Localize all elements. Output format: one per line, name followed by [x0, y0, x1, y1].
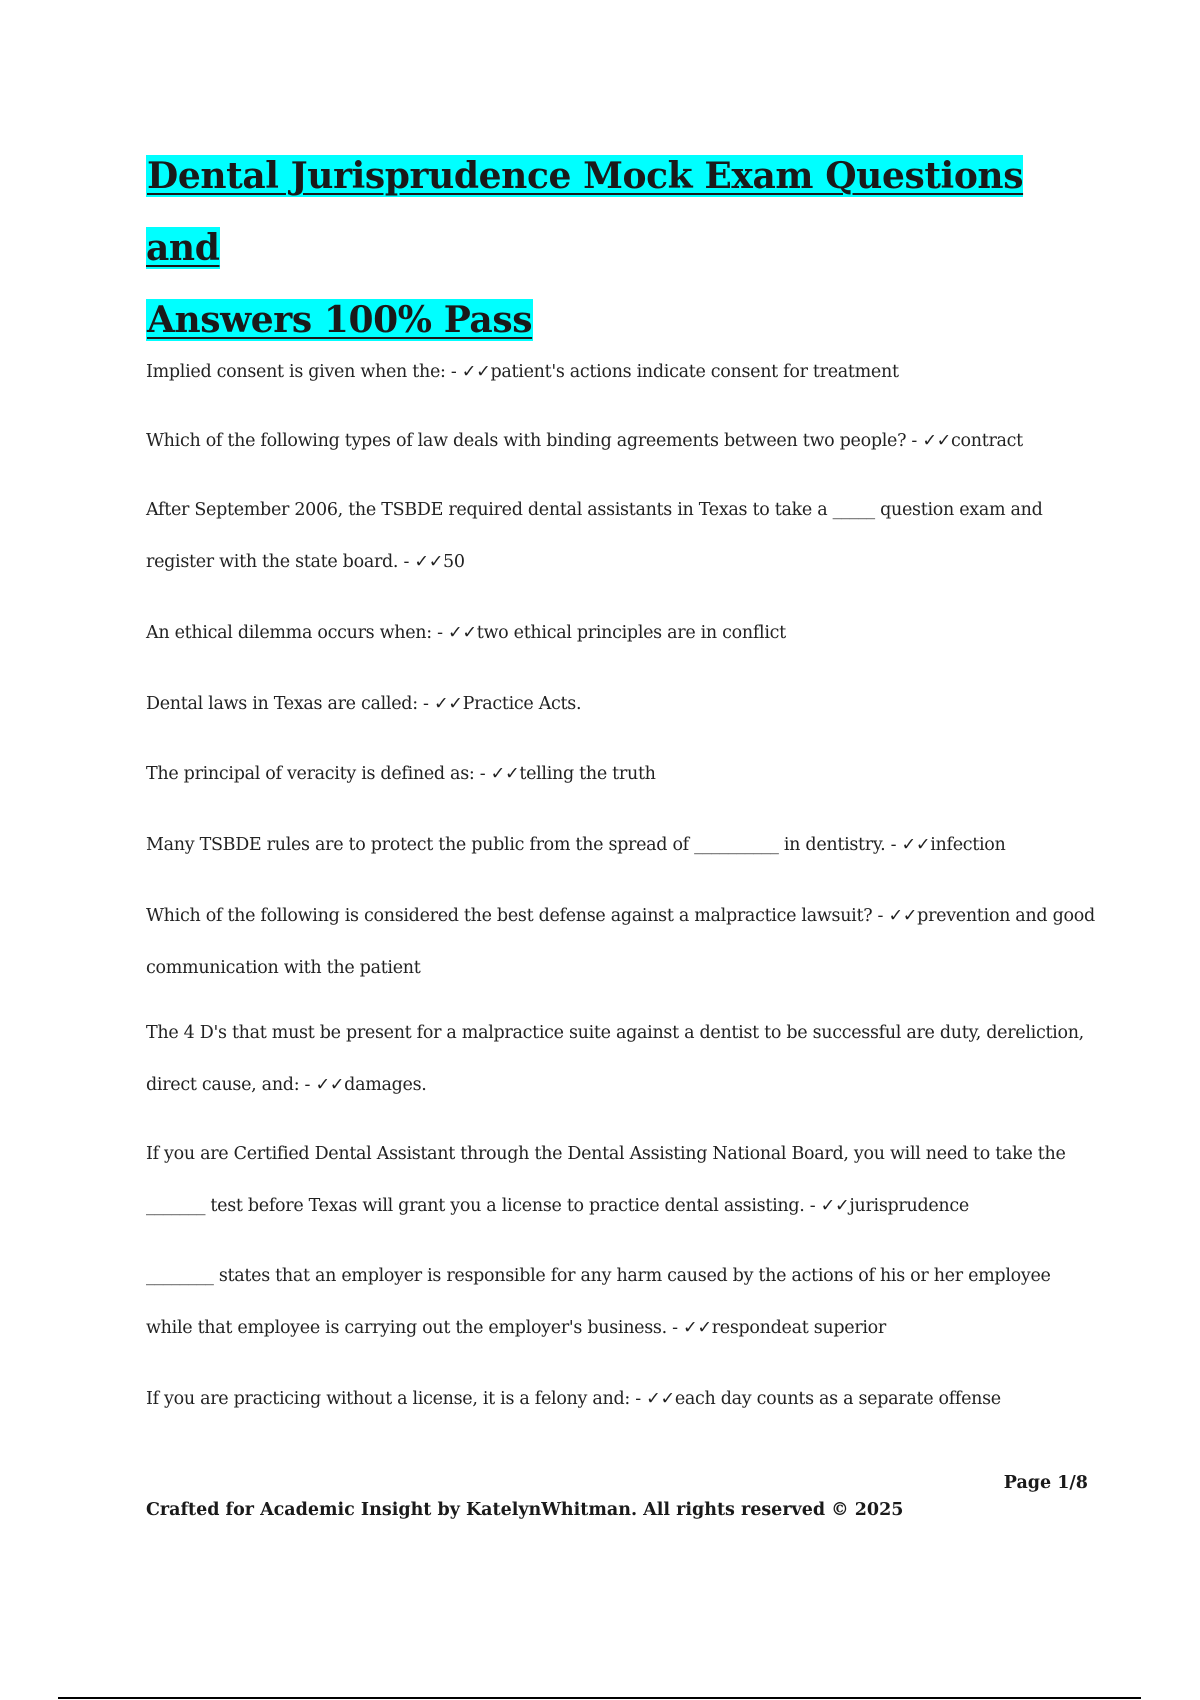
question-text: The 4 D's that must be present for a malpractice suite against a dentist to be successful are duty, dereliction, direct cause, and: - [146, 1023, 1084, 1095]
question-text: After September 2006, the TSBDE required dental assistants in Texas to take a _____ question exam and register with the state board. - [146, 500, 1043, 572]
title-line-2: Answers 100% Pass [147, 299, 533, 341]
page-bottom-divider [58, 1697, 1141, 1699]
question-text: If you are practicing without a license, it is a felony and: - [146, 1389, 647, 1409]
answer-text: ✓✓each day counts as a separate offense [646, 1389, 1001, 1409]
document-title [146, 140, 1106, 356]
qa-item-6 [146, 748, 1096, 800]
question-text: Implied consent is given when the: - [146, 362, 462, 382]
question-text: Which of the following is considered the best defense against a malpractice lawsuit? - [146, 906, 889, 926]
page-number: Page 1/8 [1003, 1473, 1088, 1493]
question-text: An ethical dilemma occurs when: - [146, 623, 448, 643]
question-text: Which of the following types of law deals with binding agreements between two people? - [146, 431, 923, 451]
answer-text: ✓✓jurisprudence [820, 1196, 969, 1216]
footer-credit: Crafted for Academic Insight by KatelynWhitman. All rights reserved © 2025 [146, 1500, 904, 1520]
answer-text: ✓✓respondeat superior [682, 1318, 886, 1338]
question-text: Many TSBDE rules are to protect the public from the spread of __________ in dentistry. - [146, 835, 902, 855]
answer-text: ✓✓patient's actions indicate consent for treatment [461, 362, 899, 382]
answer-text: ✓✓contract [922, 431, 1023, 451]
answer-text: ✓✓infection [901, 835, 1006, 855]
qa-item-4 [146, 607, 1096, 659]
qa-item-8 [146, 890, 1096, 994]
qa-item-3 [146, 484, 1096, 588]
qa-item-7 [146, 819, 1096, 871]
qa-item-12 [146, 1373, 1096, 1425]
answer-text: ✓✓damages. [315, 1075, 427, 1095]
answer-text: ✓✓Practice Acts. [433, 694, 582, 714]
question-text: ________ states that an employer is responsible for any harm caused by the actions of his or her employee while that employee is carrying out the employer's business. - [146, 1266, 1051, 1338]
title-line-1: Dental Jurisprudence Mock Exam Questions and [146, 155, 1024, 269]
qa-item-2 [146, 415, 1096, 467]
answer-text: ✓✓50 [414, 552, 465, 572]
qa-item-10 [146, 1128, 1096, 1232]
qa-item-5 [146, 678, 1096, 730]
qa-item-11 [146, 1250, 1096, 1354]
answer-text: ✓✓telling the truth [490, 764, 656, 784]
qa-item-1 [146, 346, 1096, 398]
question-text: Dental laws in Texas are called: - [146, 694, 434, 714]
qa-item-9 [146, 1007, 1096, 1111]
question-text: If you are Certified Dental Assistant through the Dental Assisting National Board, you will need to take the _______ test before Texas will grant you a license to practice dental assisting. - [146, 1144, 1066, 1216]
answer-text: ✓✓prevention and good communication with the patient [146, 906, 1095, 978]
question-text: The principal of veracity is defined as: - [146, 764, 491, 784]
answer-text: ✓✓two ethical principles are in conflict [448, 623, 786, 643]
